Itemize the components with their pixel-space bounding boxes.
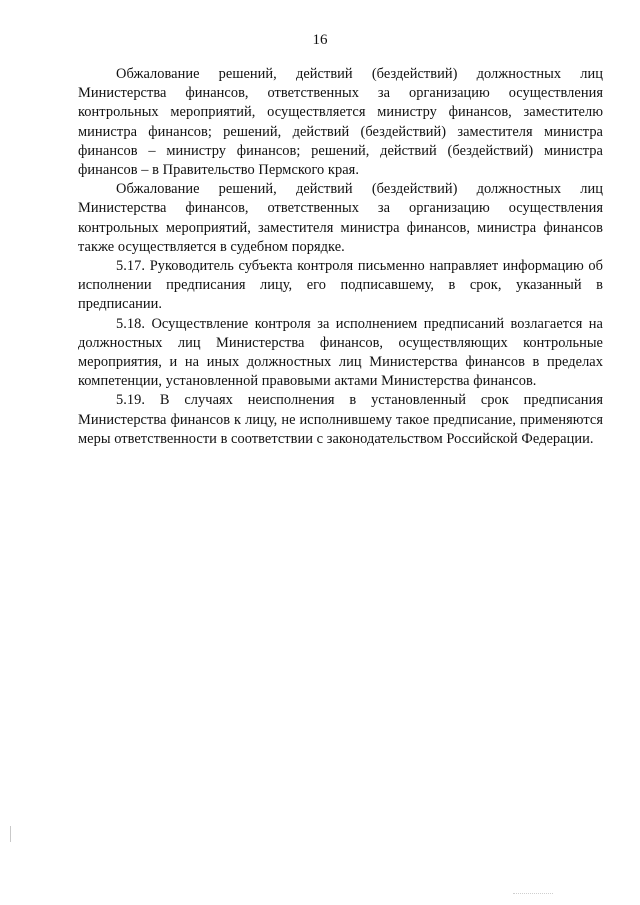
paragraph-number: 5.17. bbox=[116, 258, 146, 275]
paragraph-5-18 bbox=[78, 315, 603, 392]
paragraph-5-17 bbox=[78, 257, 603, 315]
paragraph-text: Руководитель субъекта контроля письменно направляет информацию об исполнении предписания лицу, его подписавшему, в срок, указанный в предписании. bbox=[78, 258, 604, 313]
paragraph-text: В случаях неисполнения в установленный срок предписания Министерства финансов к лицу, не исполнившему такое предписание, применяются меры ответственности в соответствии с законодательством Российской Федерации. bbox=[78, 392, 603, 447]
paragraph-text: Осуществление контроля за исполнением предписаний возлагается на должностных лиц Министерства финансов, осуществляющих контрольные мероприятия, и на иных должностных лиц Министерства финансов в пределах компетенции, установленной правовыми актами Министерства финансов. bbox=[78, 315, 603, 390]
paragraph-5-19 bbox=[78, 391, 603, 449]
scan-dots-mark bbox=[513, 893, 553, 895]
paragraph-text: Обжалование решений, действий (бездействий) должностных лиц Министерства финансов, ответственных за организацию осуществления контрольных мероприятий, осуществляется министру финансов, заместителю министра финансов; решений, действий (бездействий) заместителя министра финансов – министру финансов; решений, действий (бездействий) министра финансов – в Правительство Пермского края. bbox=[78, 66, 603, 179]
paragraph-appeal-ministry bbox=[78, 65, 603, 180]
paragraph-appeal-court bbox=[78, 180, 603, 257]
paragraph-number: 5.19. bbox=[116, 392, 146, 409]
paragraph-number: 5.18. bbox=[116, 315, 146, 332]
paragraph-text: Обжалование решений, действий (бездействий) должностных лиц Министерства финансов, ответственных за организацию осуществления контрольных мероприятий, заместителя министра финансов, министра финансов также осуществляется в судебном порядке. bbox=[78, 181, 603, 255]
page-number: 16 bbox=[312, 32, 328, 48]
scan-margin-mark bbox=[10, 826, 11, 842]
document-body bbox=[78, 65, 603, 449]
